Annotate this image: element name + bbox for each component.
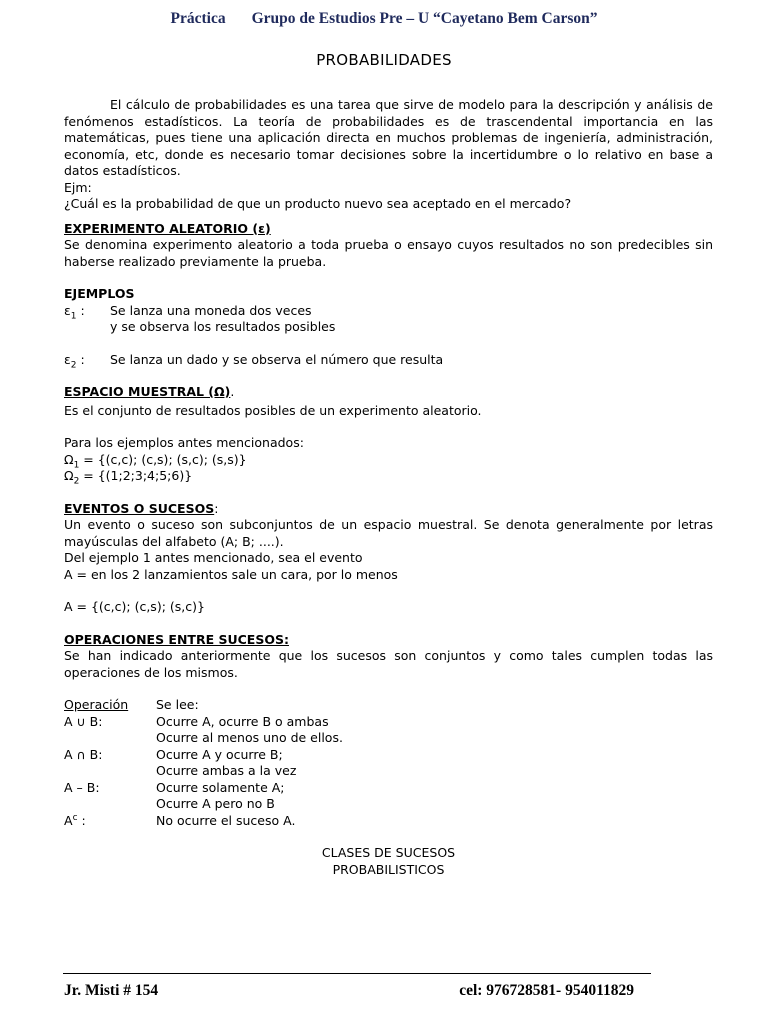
- ejemplo-2-line1: Se lanza un dado y se observa el número que resulta: [110, 351, 444, 367]
- footer-divider: [63, 973, 651, 974]
- op-interseccion: A ∩ B:: [64, 746, 103, 762]
- eventos-text: Un evento o suceso son subconjuntos de un espacio muestral. Se denota generalmente por letras mayúsculas del alfabeto (A; B; ....).: [64, 517, 713, 549]
- clases-heading-line2: PROBABILISTICOS: [332, 861, 445, 877]
- op-interseccion-row: [64, 747, 713, 780]
- header-group-name: Grupo de Estudios Pre – U “Cayetano Bem Carson”: [251, 10, 598, 27]
- ejemplo-2: [64, 352, 713, 369]
- op-union-row: [64, 714, 713, 747]
- footer-phone: cel: 976728581- 954011829: [459, 982, 634, 999]
- clases-heading-line1: CLASES DE SUCESOS: [321, 845, 456, 860]
- op-diferencia: A – B:: [64, 779, 100, 795]
- op-complemento: $A^c$ :: [64, 812, 86, 828]
- op-diferencia-line2: Ocurre A pero no B: [156, 796, 275, 811]
- espacio-heading-line: ESPACIO MUESTRAL (Ω).: [64, 384, 235, 399]
- ejemplo-2-label: $\varepsilon_2$ :: [64, 351, 85, 370]
- col-operacion-header: Operación: [64, 697, 129, 712]
- ejemplo-1-label: $\varepsilon_1$ :: [64, 302, 85, 321]
- eventos-heading-line: EVENTOS O SUCESOS:: [64, 500, 219, 516]
- op-diferencia-line1: Ocurre solamente A;: [156, 779, 285, 795]
- operaciones-text: Se han indicado anteriormente que los sucesos son conjuntos y como tales cumplen todas las operaciones de los mismos.: [64, 648, 713, 680]
- operaciones-table: [64, 697, 713, 829]
- op-interseccion-line1: Ocurre A y ocurre B;: [156, 746, 283, 762]
- intro-paragraph: El cálculo de probabilidades es una tarea que sirve de modelo para la descripción y análisis de fenómenos estadísticos. La teoría de probabilidades es de trascendental importancia en las matemáticas, pues tiene una aplicación directa en muchos problemas de ingeniería, administración, economía, etc, donde es necesario tomar decisiones sobre la incertidumbre o lo relativo en base a datos estadísticos.: [64, 97, 713, 178]
- document-body: [64, 97, 713, 878]
- omega-2: $\Omega_2$ = {(1;2;3;4;5;6)}: [64, 468, 193, 487]
- evento-a-set: A = {(c,c); (c,s); (s,c)}: [64, 599, 205, 614]
- col-se-lee-header: Se lee:: [156, 697, 199, 712]
- ejemplo-1: [64, 303, 713, 336]
- page-header: [0, 10, 768, 28]
- footer-address: Jr. Misti # 154: [64, 982, 159, 999]
- op-union: A ∪ B:: [64, 713, 103, 729]
- op-interseccion-line2: Ocurre ambas a la vez: [156, 763, 297, 778]
- eventos-line3: A = en los 2 lanzamientos sale un cara, por lo menos: [64, 566, 398, 582]
- op-complemento-row: [64, 813, 713, 830]
- example-label: Ejm:: [64, 179, 92, 195]
- ejemplo-1-line1: Se lanza una moneda dos veces: [110, 302, 312, 318]
- page-title: PROBABILIDADES: [316, 51, 452, 69]
- op-union-line1: Ocurre A, ocurre B o ambas: [156, 713, 329, 729]
- op-complemento-text: No ocurre el suceso A.: [156, 812, 296, 828]
- operaciones-header-row: [64, 697, 713, 714]
- espacio-intro: Para los ejemplos antes mencionados:: [64, 435, 304, 450]
- experimento-heading: EXPERIMENTO ALEATORIO (ε): [64, 220, 271, 236]
- header-practica: Práctica: [170, 10, 226, 27]
- experimento-text: Se denomina experimento aleatorio a toda prueba o ensayo cuyos resultados no son predecibles sin haberse realizado previamente la prueba.: [64, 237, 713, 269]
- espacio-heading: ESPACIO MUESTRAL (Ω): [64, 384, 231, 399]
- ejemplo-1-line2: y se observa los resultados posibles: [110, 319, 336, 334]
- eventos-line2: Del ejemplo 1 antes mencionado, sea el evento: [64, 550, 363, 565]
- eventos-heading: EVENTOS O SUCESOS: [64, 500, 215, 516]
- example-question: ¿Cuál es la probabilidad de que un producto nuevo sea aceptado en el mercado?: [64, 196, 572, 211]
- op-diferencia-row: [64, 780, 713, 813]
- page-footer: [64, 982, 634, 1000]
- ejemplos-heading: EJEMPLOS: [64, 286, 135, 301]
- operaciones-heading: OPERACIONES ENTRE SUCESOS:: [64, 631, 289, 647]
- op-union-line2: Ocurre al menos uno de ellos.: [156, 730, 343, 745]
- espacio-text: Es el conjunto de resultados posibles de un experimento aleatorio.: [64, 402, 482, 418]
- omega-1: $\Omega_1 = \{(c,c)$; (c,s); (s,c); (s,s)}: [64, 451, 247, 470]
